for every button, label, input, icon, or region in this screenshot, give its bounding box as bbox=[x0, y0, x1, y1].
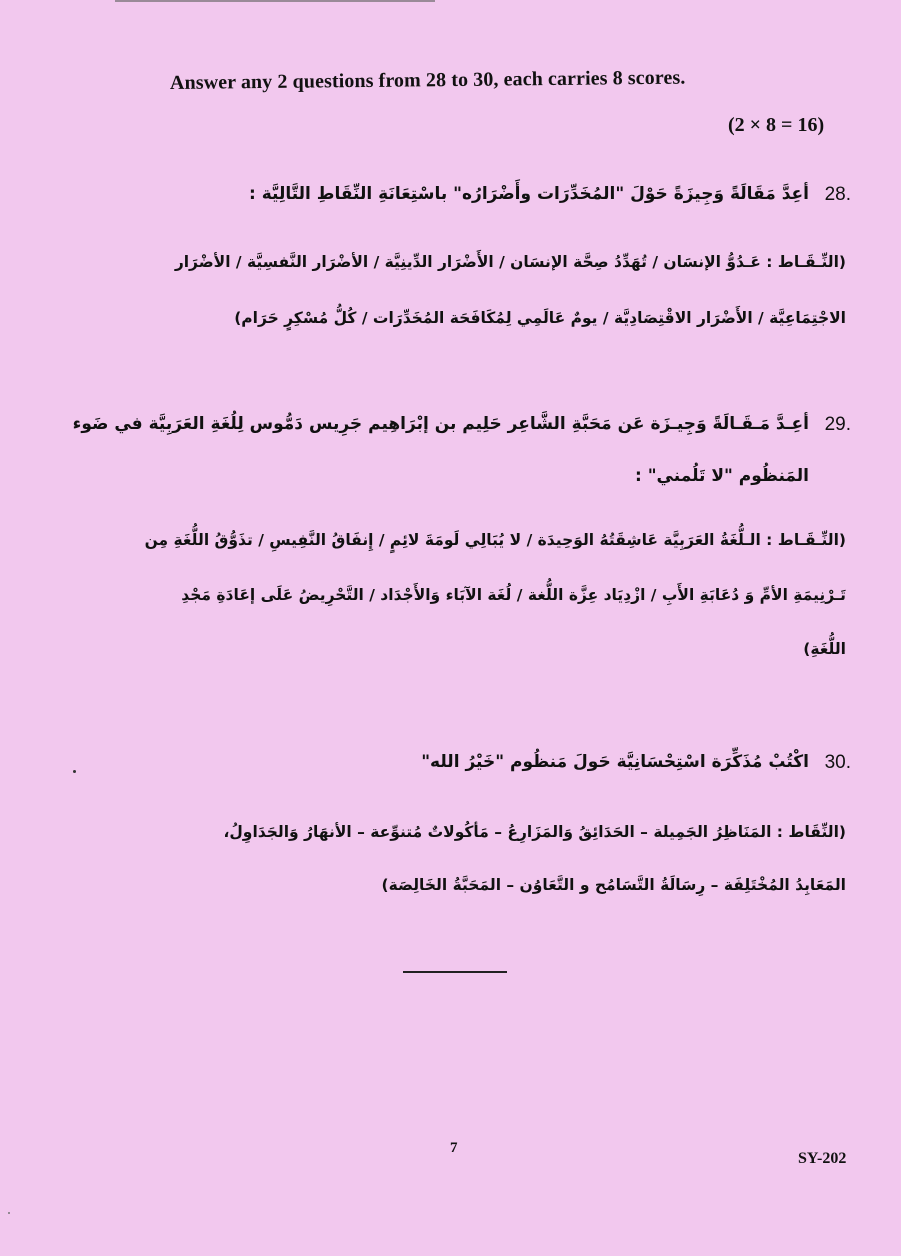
question-28-hints-line-2: الاجْتِمَاعِيَّة / الأَضْرَار الاقْتِصَادِيَّة / يومٌ عَالَمِي لِمُكَافَحَة المُخَدِّرَات / كُلُّ مُسْكِرٍ حَرَام) bbox=[234, 309, 846, 327]
question-28-number: 28. bbox=[824, 184, 851, 205]
scan-speck bbox=[8, 1212, 10, 1214]
instruction-text: Answer any 2 questions from 28 to 30, each carries 8 scores. bbox=[169, 66, 686, 94]
marks-text: (2 × 8 = 16) bbox=[728, 114, 825, 136]
question-30-number: 30. bbox=[824, 752, 851, 773]
question-30-text: اكْتُبْ مُذَكِّرَة اسْتِحْسَانِيَّة حَولَ مَنظُوم "خَيْرُ الله" bbox=[421, 752, 809, 772]
top-rule bbox=[115, 0, 435, 2]
question-28-hints-line-1: (النِّـقَـاط : عَـدُوُّ الإنسَان / تُهَدِّدُ صِحَّة الإنسَان / الأَضْرَار الدِّينِيَّة / الأضْرَار النَّفسِيَّة / الأضْرَار bbox=[174, 253, 846, 271]
paper-code: SY-202 bbox=[798, 1150, 847, 1167]
question-29-number: 29. bbox=[824, 414, 851, 435]
question-29-hints-line-3: اللُّغَةِ) bbox=[803, 640, 846, 658]
page-number: 7 bbox=[450, 1140, 458, 1156]
question-29-text-line-2: المَنظُوم "لا تَلُمني" : bbox=[634, 466, 809, 486]
scan-speck bbox=[73, 770, 76, 773]
question-28-text: أعِدَّ مَقَالَةً وَجِيزَةً حَوْلَ "المُخَدِّرَات وأَضْرَارُه" باسْتِعَانَةِ النِّقَاطِ التَّالِيَّة : bbox=[248, 184, 809, 204]
question-29-hints-line-1: (النِّـقَـاط : الـلُّغَةُ العَرَبِيَّة عَاشِقَتُهُ الوَحِيدَة / لا يُبَالِي لَومَةَ لائِمٍ / إِنفَاقُ النَّفِيسِ / تذَوُّقُ اللُّغَةِ مِن bbox=[144, 531, 846, 549]
section-divider bbox=[403, 971, 507, 973]
question-29-hints-line-2: تَـرْنِيمَةِ الأمِّ وَ دُعَابَةِ الأَبِ / ازْدِيَاد عِزَّة اللُّغة / لُغَة الآبَاء وَالأَجْدَاد / التَّحْرِيضُ عَلَى إعَادَةِ مَجْدِ bbox=[181, 586, 846, 604]
question-30-hints-line-2: المَعَابِدُ المُخْتَلِفَة – رِسَالَةُ التَّسَامُح و التَّعَاوُن – المَحَبَّةُ الخَالِصَة) bbox=[381, 876, 846, 894]
question-29-text-line-1: أعِـدَّ مَـقَـالَةً وَجِيـزَة عَن مَحَبَّةِ الشَّاعِر حَلِيم بن إبْرَاهِيم جَرِيس دَمُّوس لِلُغَةِ العَرَبِيَّة في ضَوء bbox=[72, 414, 809, 434]
question-30-hints-line-1: (النِّقَاط : المَنَاظِرُ الجَمِيلة – الحَدَائِقُ وَالمَزَارِعُ – مَأكُولاتٌ مُتنوِّعة – الأنهَارُ وَالجَدَاوِلُ، bbox=[223, 823, 846, 841]
